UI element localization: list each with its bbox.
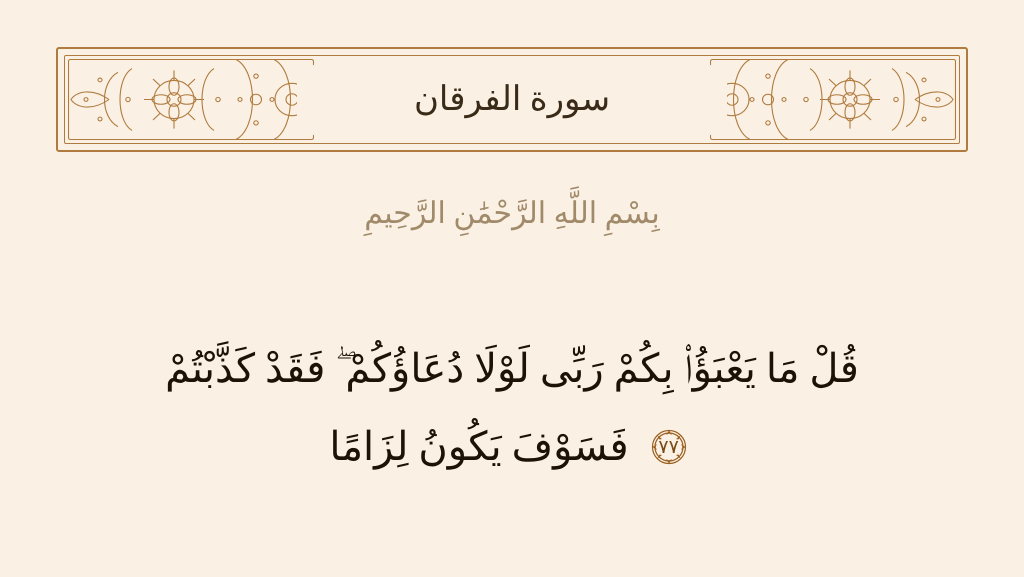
- left-ornament-strip: [68, 59, 314, 140]
- surah-title: سورة الفرقان: [413, 80, 611, 118]
- ayah-end-rosette-icon: [643, 421, 695, 473]
- surah-header-band: [56, 47, 968, 152]
- ayah-block: [62, 330, 962, 486]
- surah-title-plate: [297, 65, 727, 135]
- right-ornament-strip: [710, 59, 956, 140]
- ayah-line-2-row: [62, 408, 962, 486]
- ayah-line-2: فَسَوْفَ يَكُونُ لِزَامًا: [329, 424, 629, 469]
- basmala-text: بِسْمِ اللَّهِ الرَّحْمَٰنِ الرَّحِيمِ: [364, 197, 660, 230]
- ayah-line-1: قُلْ مَا يَعْبَؤُا۟ بِكُمْ رَبِّى لَوْلَا دُعَاؤُكُمْ ۖ فَقَدْ كَذَّبْتُمْ: [165, 346, 859, 391]
- ayah-number: ٧٧: [658, 436, 679, 458]
